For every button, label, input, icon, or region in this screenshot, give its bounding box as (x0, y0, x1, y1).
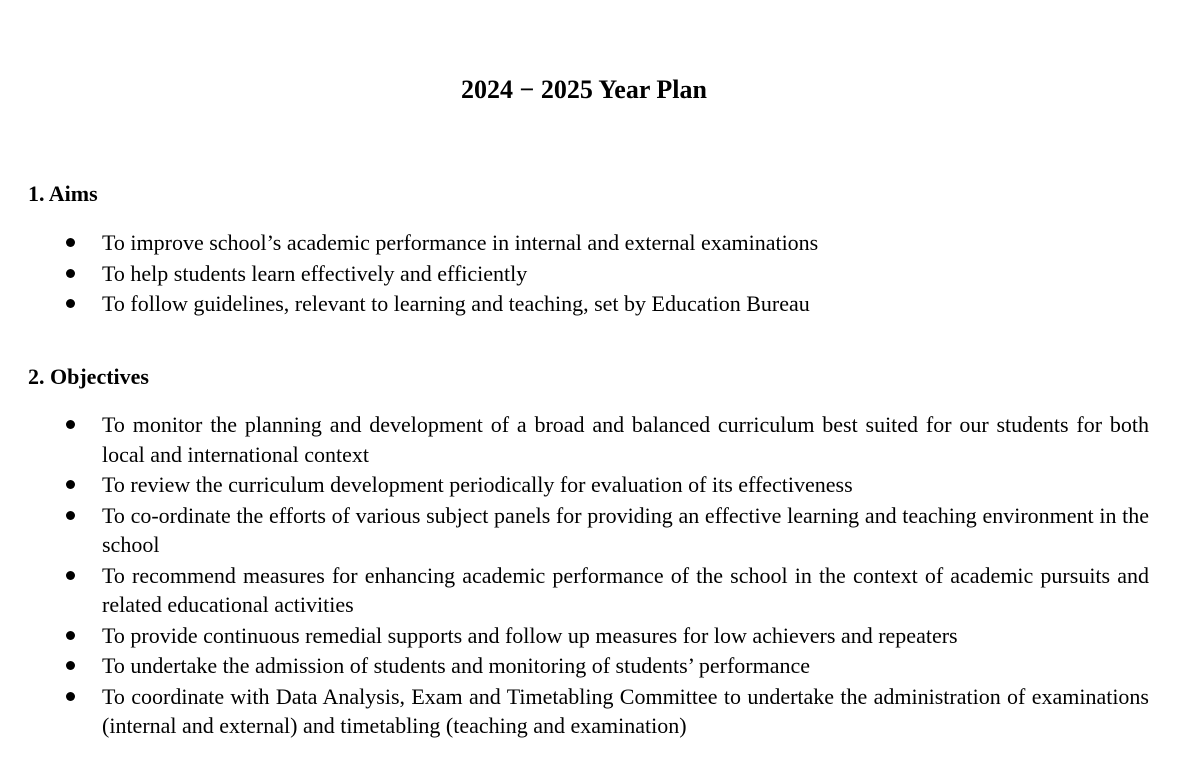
list-item (0, 259, 1149, 289)
objective-text: To review the curriculum development periodically for evaluation of its effectiveness (102, 472, 853, 497)
bullet-icon (66, 480, 75, 489)
list-item (0, 228, 1149, 258)
bullet-icon (66, 269, 75, 278)
aims-heading: 1. Aims (28, 181, 98, 206)
aims-list (0, 228, 1149, 320)
aim-text: To improve school’s academic performance in internal and external examinations (102, 230, 819, 255)
bullet-icon (66, 299, 75, 308)
list-item (0, 651, 1149, 681)
list-item (0, 682, 1149, 741)
bullet-icon (66, 571, 75, 580)
objectives-list (0, 410, 1149, 742)
list-item (0, 289, 1149, 319)
objective-text: To monitor the planning and development of a broad and balanced curriculum best suited for our students for both local and international context (102, 412, 1149, 467)
objective-text: To coordinate with Data Analysis, Exam and Timetabling Committee to undertake the administration of examinations (internal and external) and timetabling (teaching and examination) (102, 683, 1149, 738)
bullet-icon (66, 511, 75, 520)
objectives-heading: 2. Objectives (28, 364, 149, 389)
list-item (0, 470, 1149, 500)
aim-text: To help students learn effectively and efficiently (102, 260, 528, 286)
list-item (0, 410, 1149, 469)
list-item (0, 621, 1149, 651)
list-item (0, 561, 1149, 620)
objective-text: To provide continuous remedial supports and follow up measures for low achievers and repeaters (102, 622, 958, 648)
bullet-icon (66, 631, 75, 640)
objective-text: To recommend measures for enhancing academic performance of the school in the context of academic pursuits and related educational activities (102, 562, 1149, 617)
bullet-icon (66, 420, 75, 429)
list-item (0, 501, 1149, 560)
aim-text: To follow guidelines, relevant to learning and teaching, set by Education Bureau (102, 291, 810, 316)
bullet-icon (66, 692, 75, 701)
bullet-icon (66, 661, 75, 670)
bullet-icon (66, 238, 75, 247)
page-title: 2024 − 2025 Year Plan (461, 75, 707, 104)
objective-text: To undertake the admission of students and monitoring of students’ performance (102, 653, 810, 678)
objective-text: To co-ordinate the efforts of various subject panels for providing an effective learning and teaching environment in the school (102, 502, 1149, 557)
